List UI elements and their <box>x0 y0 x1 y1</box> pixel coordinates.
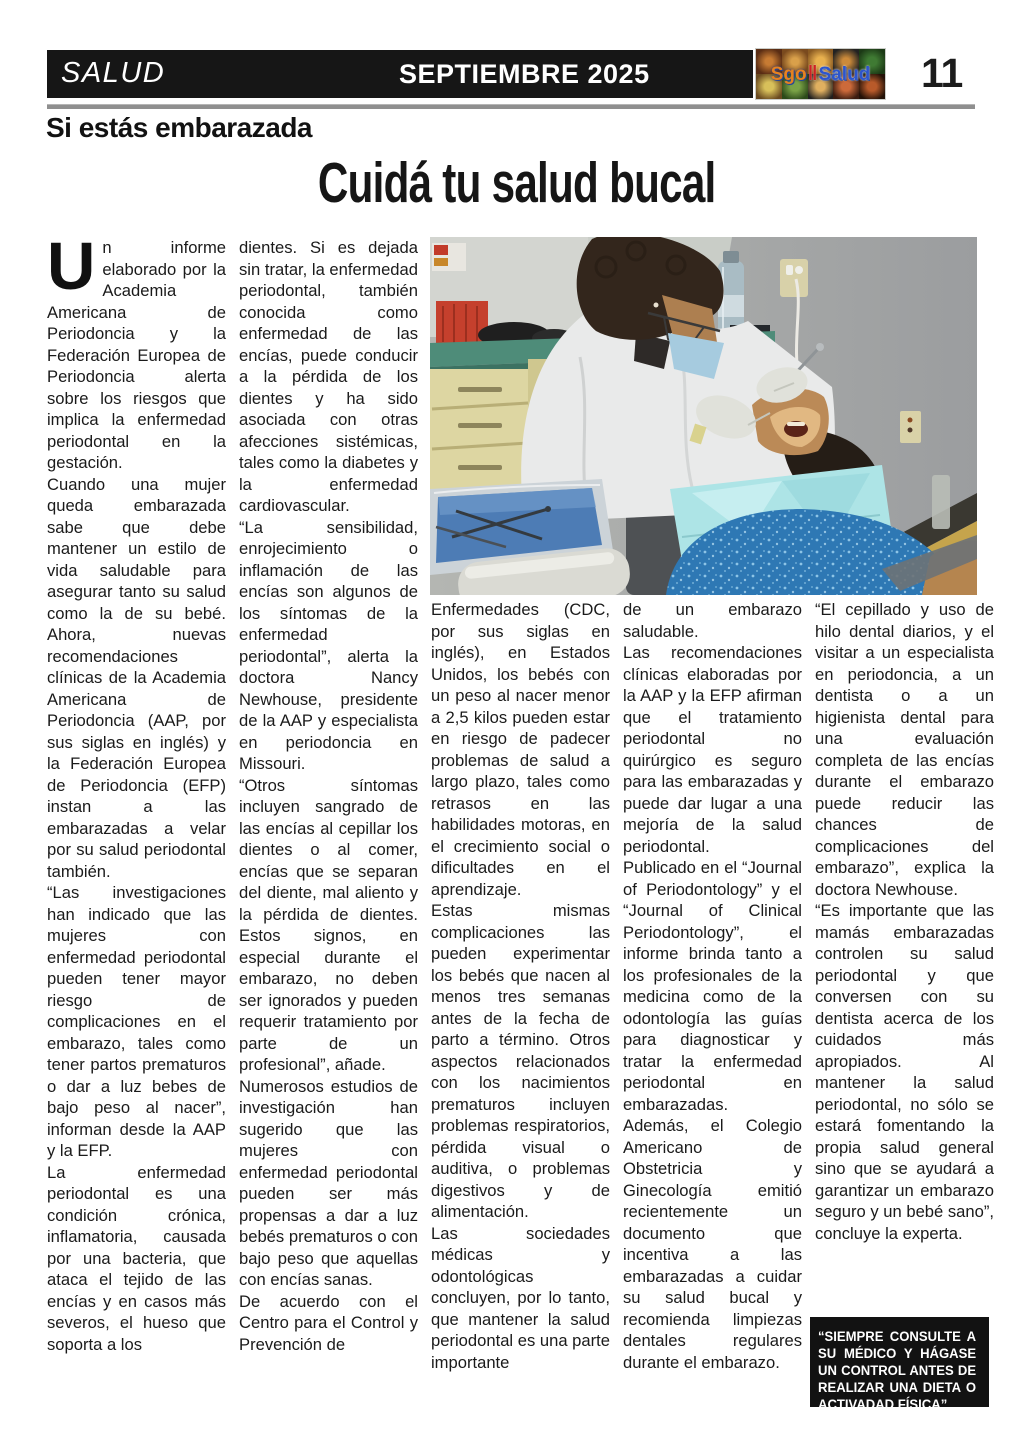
logo-text-left: Sgo <box>770 63 807 85</box>
section-label: SALUD <box>61 57 166 89</box>
paragraph: “Otros síntomas incluyen sangrado de las encías al cepillar los dientes o al comer, encías que se separan del diente, mal aliento y la pérdida de dientes. Estos signos, en especial durante el embarazo, no deben ser ignorados y pueden requerir tratamiento por parte de un profesional”, añade. <box>239 775 418 1074</box>
paragraph: Las recomendaciones clínicas elaboradas por la AAP y la EFP afirman que el tratamiento periodontal no quirúrgico es seguro para las embarazadas y puede dar lugar a una mejoría de la salud periodontal. <box>623 643 802 856</box>
logo-separator: ‖ <box>807 63 818 85</box>
paragraph: “Es importante que las mamás embarazadas controlen su salud periodontal y que conversen con su dentista acerca de los cuidados más apropiados. Al mantener la salud periodontal, no sólo se estará fomentando la propia salud general sino que se ayudará a garantizar un embarazo seguro y un bebé sano”, concluye la experta. <box>815 901 994 1243</box>
paragraph <box>47 237 226 474</box>
paragraph: Publicado en el “Journal of Periodontology” y el “Journal of Clinical Periodontology”, el informe brinda tanto a los profesionales de la medicina como de la odontología las guías para diagnosticar y tratar la enfermedad periodontal en embarazadas. <box>623 858 802 1114</box>
article-column-4 <box>623 599 802 1411</box>
article-column-2 <box>239 237 418 1409</box>
issue-date: SEPTIEMBRE 2025 <box>399 59 650 89</box>
dental-clinic-scene <box>430 237 977 595</box>
logo-text-right: Salud <box>818 63 871 85</box>
drop-cap: U <box>47 237 96 304</box>
paragraph: Enfermedades (CDC, por sus siglas en inglés), en Estados Unidos, los bebés con un peso al nacer menor a 2,5 kilos pueden estar en riesgo de padecer problemas de salud a largo plazo, tales como retrasos en las habilidades motoras, en el crecimiento social o dificultades en el aprendizaje. <box>431 600 610 899</box>
paragraph: De acuerdo con el Centro para el Control y Prevención de <box>239 1291 418 1354</box>
header-divider <box>47 104 975 109</box>
paragraph: Estas mismas complicaciones las pueden experimentar los bebés que nacen al menos tres semanas antes de la fecha de parto a término. Otros aspectos relacionados con los nacimientos prematuros incluyen problemas respiratorios, pérdida visual o auditiva, o problemas digestivos y de alimentación. <box>431 901 610 1221</box>
paragraph: “Las investigaciones han indicado que las mujeres con enfermedad periodontal pueden tener mayor riesgo de complicaciones en el embarazo, tales como tener partos prematuros o dar a luz bebes de bajo peso al nacer”, informan desde la AAP y la EFP. <box>47 883 226 1160</box>
health-notice-text: “SIEMPRE CONSULTE A SU MÉDICO Y HÁGASE UN CONTROL ANTES DE REALIZAR UNA DIETA O ACTIVADAD FÍSICA” <box>818 1329 977 1412</box>
health-notice-box <box>810 1317 989 1412</box>
paragraph: Cuando una mujer queda embarazada sabe que debe mantener un estilo de vida saludable para asegurar tanto su salud como la de su bebé. Ahora, nuevas recomendaciones clínicas de la Academia Americana de Periodoncia (AAP, por sus siglas en inglés) y la Federación Europea de Periodoncia (EFP) instan a las embarazadas a velar por su salud periodontal también. <box>47 474 226 881</box>
article-photo <box>430 237 977 595</box>
newspaper-logo <box>755 48 886 100</box>
paragraph: La enfermedad periodontal es una condición crónica, inflamatoria, causada por una bacteria, que ataca el tejido de las encías y en casos más severos, el hueso que soporta a los <box>47 1162 226 1354</box>
article-column-5 <box>815 599 994 1311</box>
article-kicker: Si estás embarazada <box>46 112 312 143</box>
article-headline: Cuidá tu salud bucal <box>318 151 716 215</box>
article-column-1 <box>47 237 226 1409</box>
paragraph: de un embarazo saludable. <box>623 600 802 641</box>
paragraph: Numerosos estudios de investigación han sugerido que las mujeres con enfermedad periodontal pueden ser más propensas a dar a luz bebés prematuros o con bajo peso que aquellas con encías sanas. <box>239 1076 418 1289</box>
paragraph: Además, el Colegio Americano de Obstetricia y Ginecología emitió recientemente un documento que incentiva a las embarazadas a cuidar su salud bucal y recomienda limpiezas dentales regulares durante el embarazo. <box>623 1116 802 1372</box>
paragraph: “El cepillado y uso de hilo dental diarios, y el visitar a un especialista en periodoncia, a un dentista o a un higienista dental para una evaluación completa de las encías durante el embarazo puede reducir las chances de complicaciones del embarazo”, explica la doctora Newhouse. <box>815 600 994 899</box>
paragraph: “La sensibilidad, enrojecimiento o inflamación de las encías son algunos de los síntomas de la enfermedad periodontal”, alerta la doctora Nancy Newhouse, presidente de la AAP y especialista en periodoncia en Missouri. <box>239 517 418 773</box>
logo-text <box>756 49 885 99</box>
paragraph: Las sociedades médicas y odontológicas concluyen, por lo tanto, que mantener la salud periodontal es una parte importante <box>431 1223 610 1372</box>
paragraph: dientes. Si es dejada sin tratar, la enfermedad periodontal, también conocida como enfermedad de las encías, puede conducir a la pérdida de los dientes y ha sido asociada con otras afecciones sistémicas, tales como la diabetes y la enfermedad cardiovascular. <box>239 238 418 515</box>
page-number: 11 <box>921 50 963 96</box>
header-bar <box>47 50 753 98</box>
article-column-3 <box>431 599 610 1411</box>
paragraph-text: n informe elaborado por la Academia Americana de Periodoncia y la Federación Europea de Periodoncia alerta sobre los riesgos que implica la enfermedad periodontal en la gestación. <box>47 238 226 472</box>
